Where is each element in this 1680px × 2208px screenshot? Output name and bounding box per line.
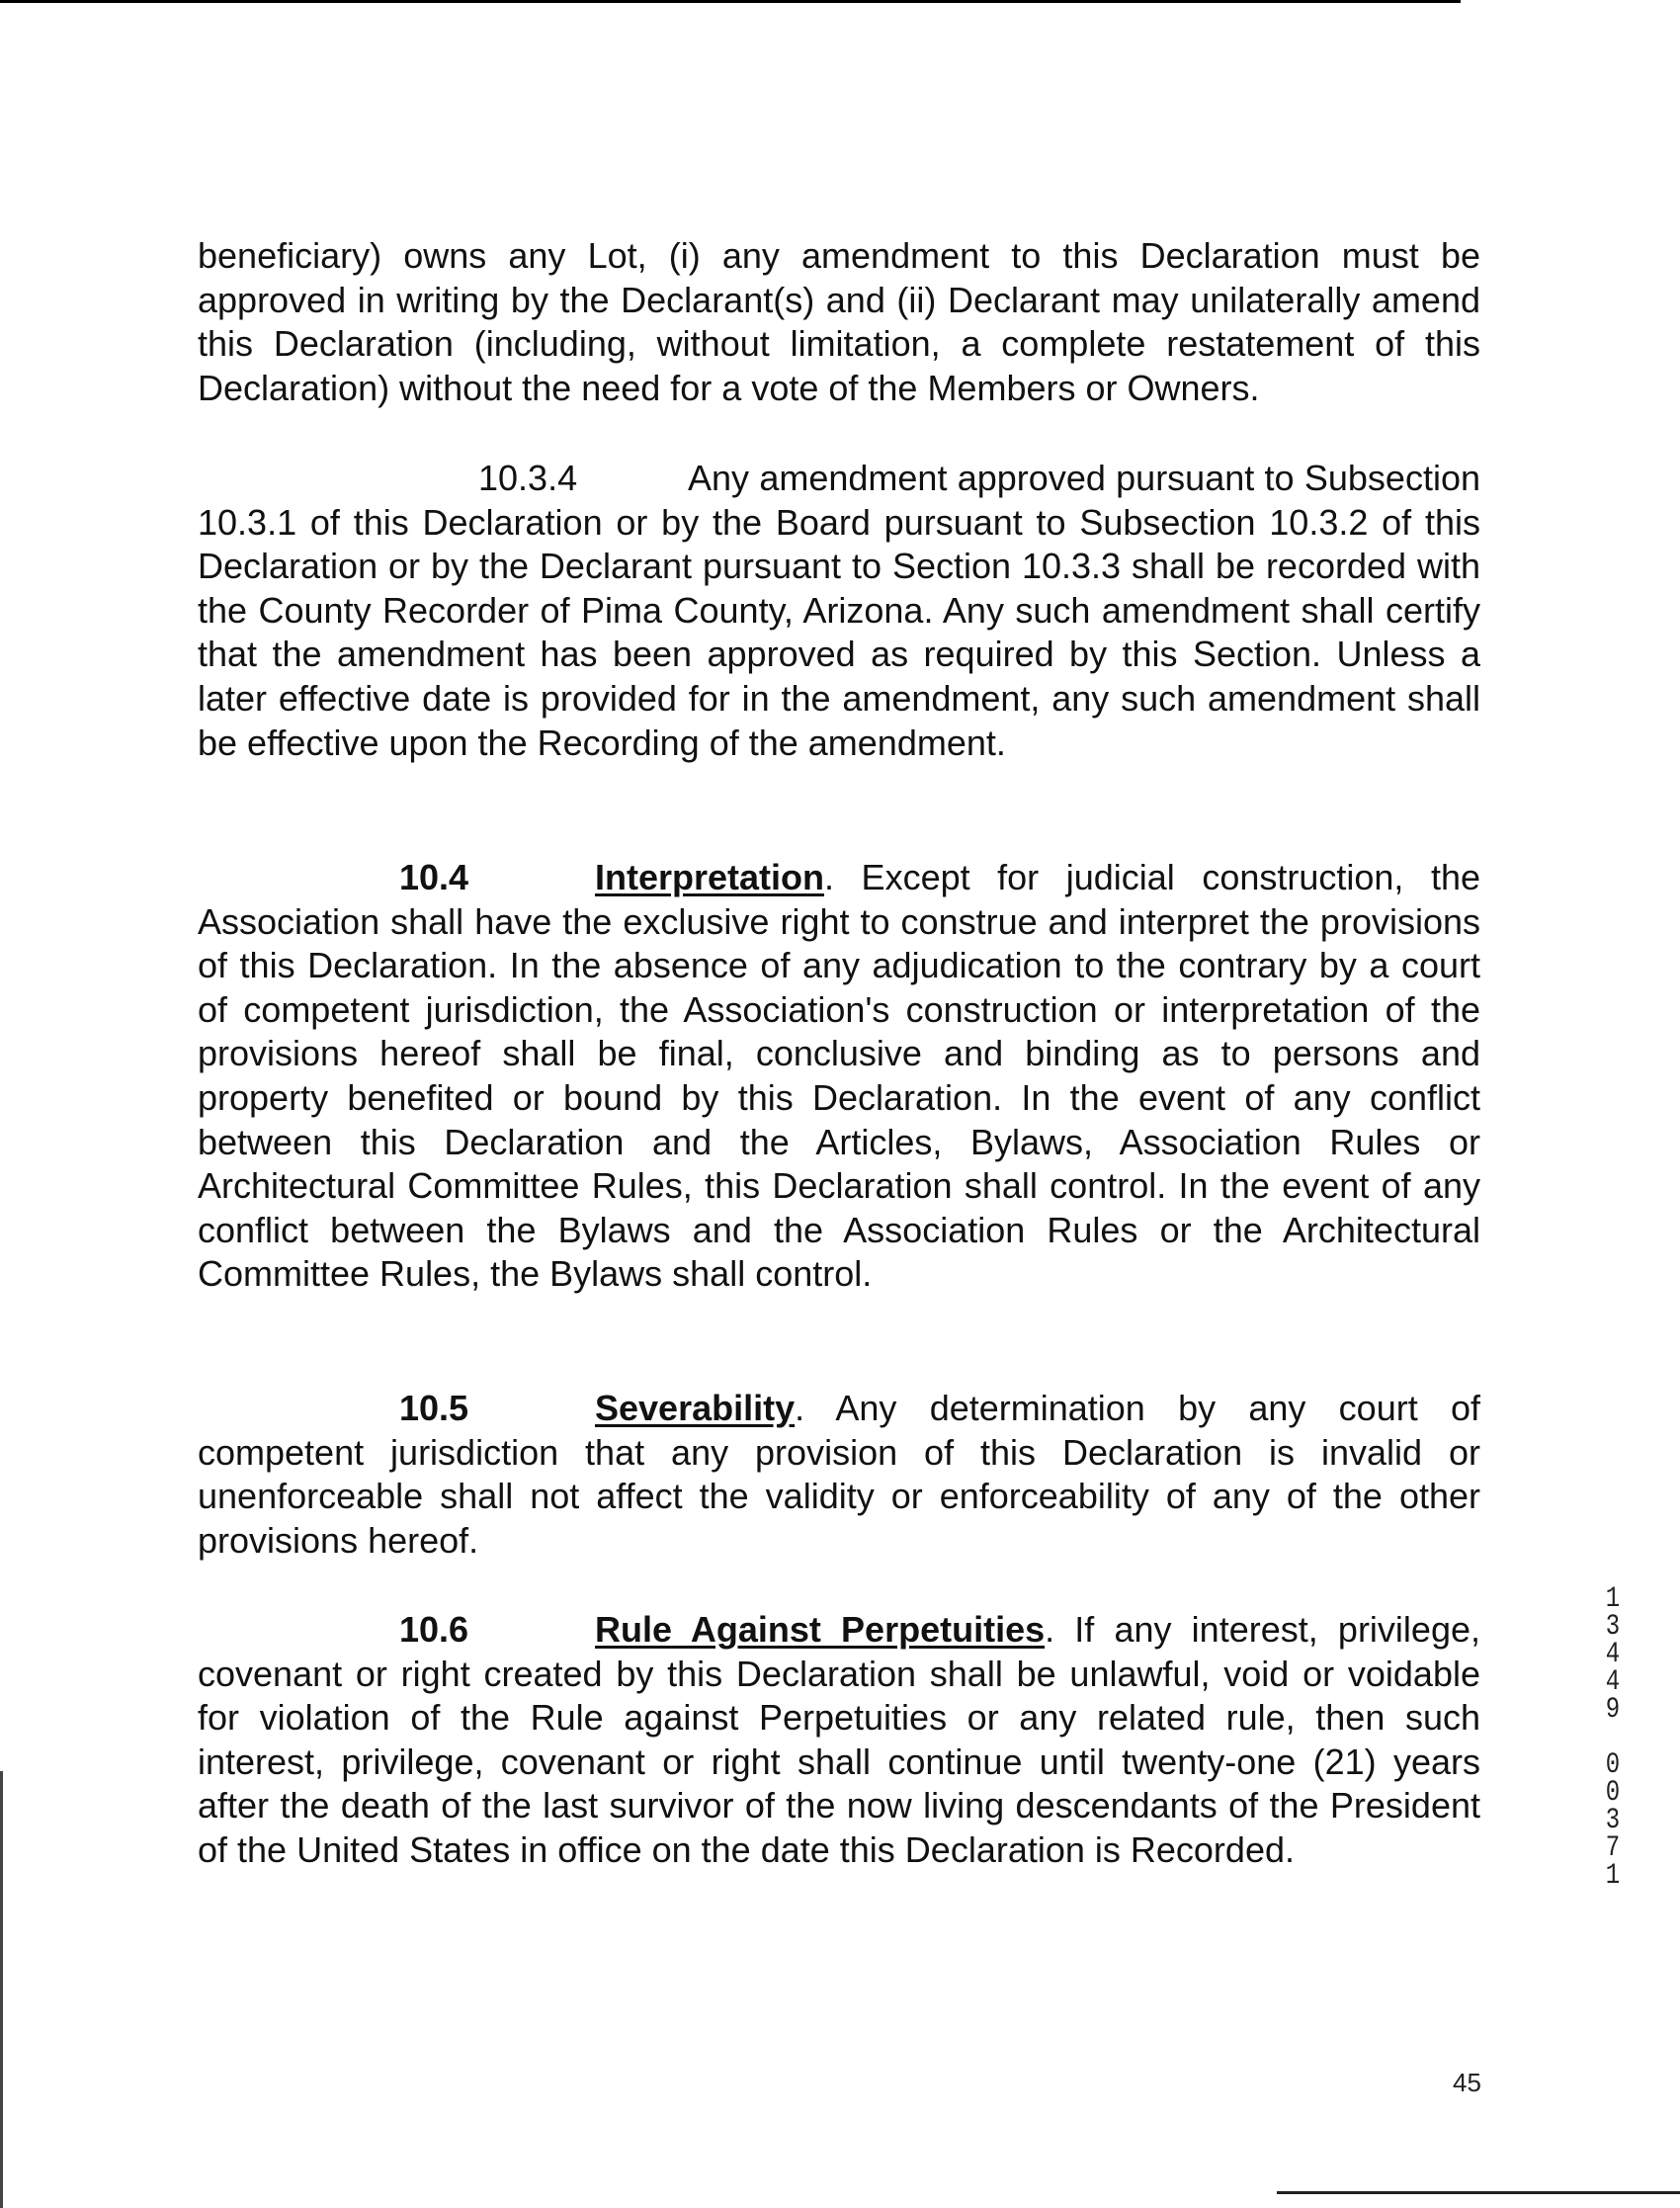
scan-border-left [0,1771,3,2208]
paragraph-text: . Except for judicial construction, the Association shall have the exclusive right to construe and interpret the provisions of this Declaration. In the absence of any adjudication to the contrary by a court of competent jurisdiction, the Association's construction or interpretation of the provisions hereof shall be final, conclusive and binding as to persons and property benefited or bound by this Declaration. In the event of any conflict between this Declaration and the Articles, Bylaws, Association Rules or Architectural Committee Rules, this Declaration shall control. In the event of any conflict between the Bylaws and the Association Rules or the Architectural Committee Rules, the Bylaws shall control. [198,857,1480,1295]
stamp-digit: 4 [1605,1665,1621,1699]
paragraph-text: . If any interest, privilege, covenant or right created by this Declaration shall be unlawful, void or voidable for violation of the Rule against Perpetuities or any related rule, then such interest, privilege, covenant or right shall continue until twenty-one (21) years after the death of the last survivor of the now living descendants of the President of the United States in office on the date this Declaration is Recorded. [198,1609,1480,1870]
page-number: 45 [1453,2068,1481,2097]
stamp-digit: 4 [1605,1638,1621,1671]
section-heading: Rule Against Perpetuities [595,1609,1046,1650]
stamp-digit: 3 [1605,1804,1621,1837]
section-heading: Severability [595,1388,796,1428]
stamp-digit: 0 [1605,1776,1621,1810]
section-10-4 [198,856,1480,1297]
stamp-digit: 7 [1605,1831,1621,1865]
recording-stamp [1593,1582,1633,1893]
section-10-3-4 [198,457,1480,765]
paragraph-text: beneficiary) owns any Lot, (i) any amendment to this Declaration must be approved in writing by the Declarant(s) and (ii) Declarant may unilaterally amend this Declaration (including, without limitation, a complete restatement of this Declaration) without the need for a vote of the Members or Owners. [198,235,1480,408]
stamp-digit: 9 [1605,1693,1621,1727]
section-number: 10.5 [399,1388,469,1428]
stamp-digit: 3 [1605,1610,1621,1644]
paragraph-text: Any amendment approved pursuant to Subsection 10.3.1 of this Declaration or by the Board pursuant to Subsection 10.3.2 of this Declaration or by the Declarant pursuant to Section 10.3.3 shall be recorded with the County Recorder of Pima County, Arizona. Any such amendment shall certify that the amendment has been approved as required by this Section. Unless a later effective date is provided for in the amendment, any such amendment shall be effective upon the Recording of the amendment. [198,458,1480,763]
section-heading: Interpretation [595,857,825,897]
stamp-digit: 1 [1605,1582,1621,1616]
scan-border-top [0,0,1461,3]
paragraph-text: . Any determination by any court of competent jurisdiction that any provision of this Declaration is invalid or unenforceable shall not affect the validity or enforceability of any of the other provisions hereof. [198,1388,1480,1561]
section-10-6 [198,1608,1480,1873]
scan-border-bottom [1277,2191,1680,2194]
stamp-digit: 1 [1605,1859,1621,1893]
stamp-gap [1597,1724,1629,1751]
section-number: 10.6 [399,1609,469,1650]
section-10-5 [198,1387,1480,1563]
paragraph-continuation [198,234,1480,410]
stamp-digit: 0 [1605,1748,1621,1782]
section-number: 10.4 [399,857,469,897]
section-number: 10.3.4 [478,458,578,498]
